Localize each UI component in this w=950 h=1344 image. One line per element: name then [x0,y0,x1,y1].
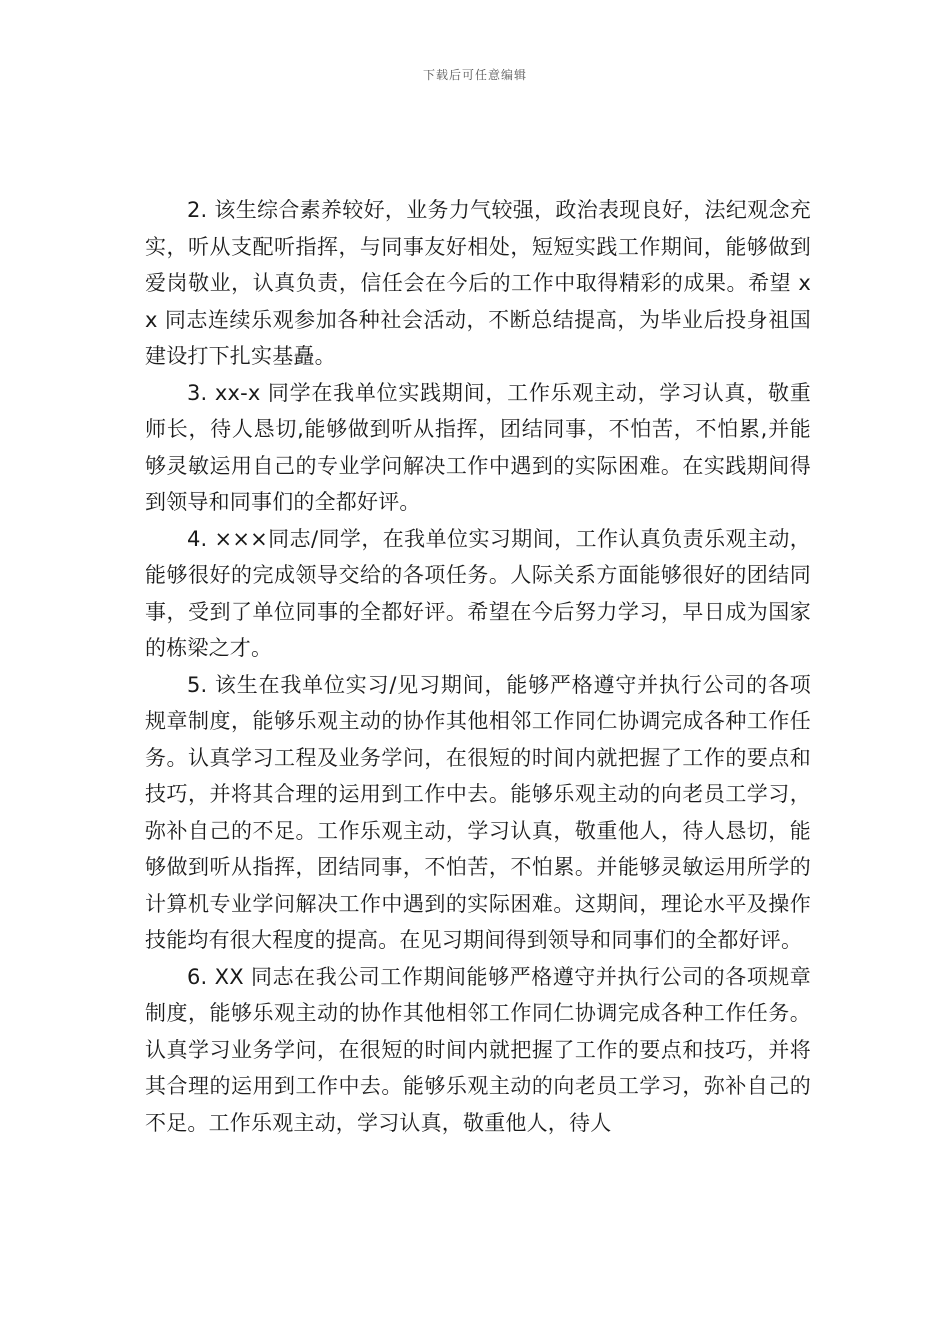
page-header: 下载后可任意编辑 [422,68,527,82]
paragraph-4: 4. ×××同志/同学，在我单位实习期间，工作认真负责乐观主动，能够很好的完成领导交给的各项任务。人际关系方面能够很好的团结同事，受到了单位同事的全都好评。希望在今后努力学习，早日成为国家的栋梁之才。 [145,526,811,660]
paragraph-2: 2. 该生综合素养较好，业务力气较强，政治表现良好，法纪观念充实，听从支配听指挥，与同事友好相处，短短实践工作期间，能够做到爱岗敬业，认真负责，信任会在今后的工作中取得精彩的成果。希望 xx 同志连续乐观参加各种社会活动，不断总结提高，为毕业后投身祖国建设打下扎实基矗。 [145,198,811,368]
document-body [145,192,811,1141]
paragraph-5: 5. 该生在我单位实习/见习期间，能够严格遵守并执行公司的各项规章制度，能够乐观主动的协作其他相邻工作同仁协调完成各种工作任务。认真学习工程及业务学问，在很短的时间内就把握了工作的要点和技巧，并将其合理的运用到工作中去。能够乐观主动的向老员工学习，弥补自己的不足。工作乐观主动，学习认真，敬重他人，待人恳切，能够做到听从指挥，团结同事，不怕苦，不怕累。并能够灵敏运用所学的计算机专业学问解决工作中遇到的实际困难。这期间，理论水平及操作技能均有很大程度的提高。在见习期间得到领导和同事们的全都好评。 [145,672,811,952]
paragraph-3: 3. xx-x 同学在我单位实践期间，工作乐观主动，学习认真，敬重师长，待人恳切,能够做到听从指挥，团结同事，不怕苦，不怕累,并能够灵敏运用自己的专业学问解决工作中遇到的实际困难。在实践期间得到领导和同事们的全都好评。 [145,380,811,514]
paragraph-6: 6. XX 同志在我公司工作期间能够严格遵守并执行公司的各项规章制度，能够乐观主动的协作其他相邻工作同仁协调完成各种工作任务。认真学习业务学问，在很短的时间内就把握了工作的要点和技巧，并将其合理的运用到工作中去。能够乐观主动的向老员工学习，弥补自己的不足。工作乐观主动，学习认真，敬重他人，待人 [145,964,811,1135]
